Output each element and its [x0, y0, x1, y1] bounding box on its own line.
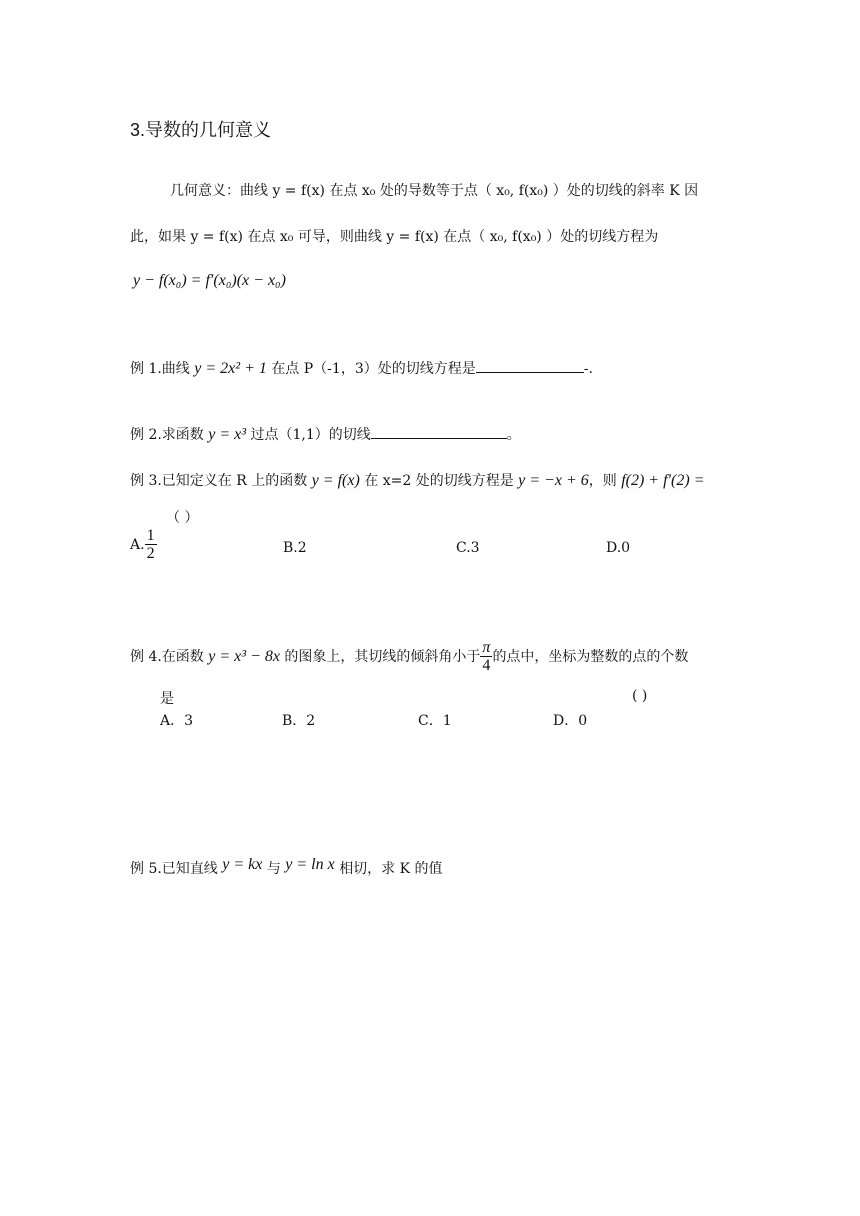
answer-blank[interactable] [476, 372, 584, 373]
fraction-numerator: π [482, 639, 491, 656]
example-5-curve-expression: y = ln x [285, 856, 335, 873]
fraction [480, 640, 492, 674]
example-3-text: 在 x=2 处的切线方程是 [364, 473, 514, 489]
example-1-expression: y = 2x² + 1 [194, 360, 267, 377]
tangent-line-formula: y − f(x₀) = f′(x₀)(x − x₀) [133, 272, 286, 289]
example-1-suffix: -. [583, 361, 593, 377]
example-4-line-2: 是 [160, 691, 174, 707]
example-2-text: 过点（1,1）的切线 [250, 427, 371, 443]
example-3 [130, 470, 705, 490]
example-3-text-2: ，则 [588, 473, 617, 489]
example-3-option-c: C.3 [456, 540, 480, 556]
answer-blank[interactable] [371, 438, 507, 439]
example-1-text: 在点 P（-1，3）处的切线方程是 [271, 361, 476, 377]
example-2 [130, 424, 521, 444]
fraction-denominator: 4 [480, 656, 492, 674]
definition-line-1: 几何意义：曲线 y = f(x) 在点 x₀ 处的导数等于点（ x₀, f(x₀) ）处的切线的斜率 K 因 [170, 183, 699, 199]
example-3-answer-paren: （ ） [166, 510, 199, 526]
example-3-expression: y = f(x) [311, 472, 360, 489]
example-4-option-b: B．2 [282, 713, 316, 729]
example-4-text: 的图象上，其切线的倾斜角小于 [284, 649, 481, 665]
option-label: A. [130, 537, 145, 553]
example-4-option-c: C．1 [418, 713, 452, 729]
example-4-option-d: D．0 [553, 713, 588, 729]
example-4-option-a: A．3 [160, 713, 194, 729]
example-2-suffix: 。 [506, 427, 521, 443]
example-4 [130, 640, 688, 674]
example-3-option-b: B.2 [283, 540, 307, 556]
example-2-expression: y = x³ [208, 426, 247, 443]
example-5-line-expression: y = kx [222, 856, 263, 873]
fraction [145, 528, 157, 562]
example-3-option-a [130, 528, 157, 562]
example-5-text: 与 [266, 861, 281, 877]
fraction-denominator: 2 [146, 545, 155, 562]
example-3-option-d: D.0 [606, 540, 631, 556]
section-heading: 3.导数的几何意义 [130, 120, 272, 140]
example-4-text-2: 的点中，坐标为整数的点的个数 [492, 649, 689, 665]
example-2-prefix: 例 2.求函数 [130, 427, 204, 443]
example-1-prefix: 例 1.曲线 [130, 361, 190, 377]
example-5 [130, 858, 443, 878]
example-3-tangent-expression: y = −x + 6 [518, 472, 589, 489]
example-4-prefix: 例 4.在函数 [130, 649, 204, 665]
example-1 [130, 358, 593, 378]
example-4-answer-paren: ( ) [632, 688, 648, 704]
fraction-numerator: 1 [146, 527, 155, 544]
definition-line-2: 此，如果 y = f(x) 在点 x₀ 可导，则曲线 y = f(x) 在点（ x₀, f(x₀) ）处的切线方程为 [130, 229, 659, 245]
example-3-target-expression: f(2) + f′(2) = [621, 472, 705, 489]
example-5-prefix: 例 5.已知直线 [130, 861, 218, 877]
example-3-prefix: 例 3.已知定义在 R 上的函数 [130, 473, 308, 489]
example-5-suffix: 相切，求 K 的值 [339, 861, 443, 877]
example-4-expression: y = x³ − 8x [208, 648, 280, 665]
